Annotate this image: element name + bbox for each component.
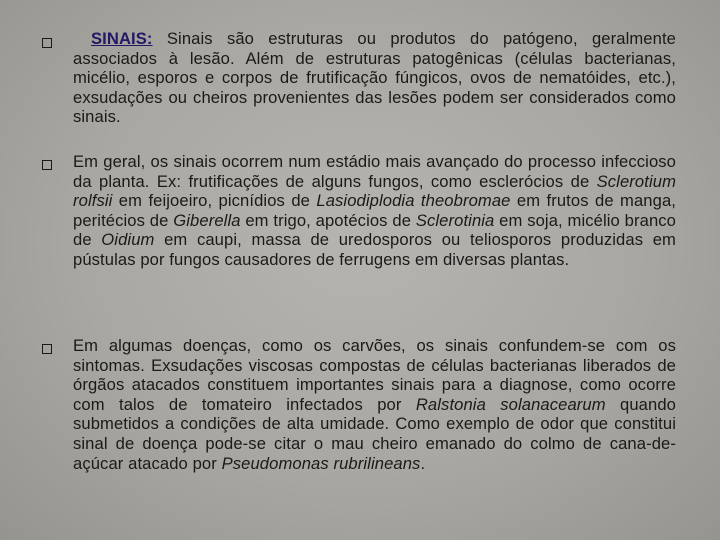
bullet-square-icon [42,38,52,48]
keyword-sinais: SINAIS: [91,29,153,48]
species-name: Ralstonia solanacearum [415,394,606,414]
bullet-square-icon [42,344,52,354]
text-span: em feijoeiro, picnídios de [112,191,317,211]
text-span: Em geral, os sinais ocorrem num estádio mais avançado do processo infeccioso da planta. Ex: frutificações de alguns fungos, como esclerócios de [73,152,676,191]
bullet-square-icon [42,160,52,170]
species-name: Lasiodiplodia theobromae [316,191,511,211]
species-name: Oidium [101,230,155,250]
text-span: em frutos de manga, peritécios de [73,191,676,230]
text-span: Sinais são estruturas ou produtos do patógeno, geralmente associados à lesão. Além de estruturas patogênicas (células bacterianas, micélio, esporos e corpos de frutificação fúngicos, ovos de nematóides, etc.), exsudações ou cheiros provenientes das lesões podem ser considerados como sinais. [73,29,676,127]
species-name: Pseudomonas rubrilineans [221,453,421,473]
text-span: em soja, micélio branco de [73,210,676,250]
text-span: em trigo, apotécios de [240,210,416,230]
paragraph-sinais-definition [73,29,676,127]
paragraph-sinais-sintomas [73,336,676,473]
paragraph-sinais-examples [73,152,676,270]
text-span: . [420,453,426,473]
species-name: Sclerotium rolfsii [73,171,676,211]
text-span: em caupi, massa de uredosporos ou teliosporos produzidas em pústulas por fungos causadores de ferrugens em diversas plantas. [73,230,676,269]
text-span: Em algumas doenças, como os carvões, os sinais confundem-se com os sintomas. Exsudações viscosas compostas de células bacterianas liberados de órgãos atacados constituem importantes sinais para a diagnose, como ocorre com talos de tomateiro infectados por [73,336,676,414]
text-span: quando submetidos a condições de alta umidade. Como exemplo de odor que constitui sinal de doença pode-se citar o mau cheiro emanado do colmo de cana-de-açúcar atacado por [73,394,676,473]
species-name: Giberella [173,210,241,230]
species-name: Sclerotinia [415,210,495,230]
